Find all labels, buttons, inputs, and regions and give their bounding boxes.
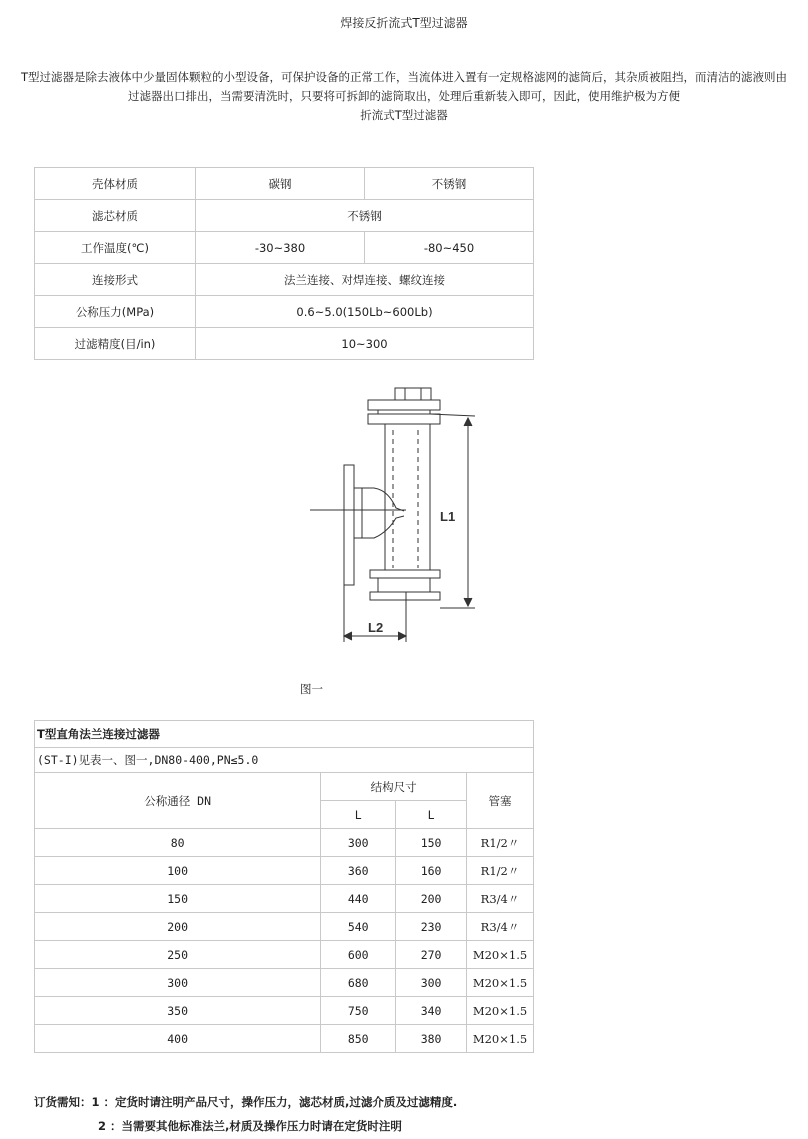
spec-label: 过滤精度(目/in)	[35, 328, 196, 360]
cell-l2: 160	[396, 857, 467, 885]
table-row	[35, 264, 534, 296]
spec-value: -80~450	[365, 232, 534, 264]
table-row	[35, 885, 534, 913]
cell-l2: 150	[396, 829, 467, 857]
header-struct: 结构尺寸	[321, 773, 467, 801]
table-row	[35, 969, 534, 997]
table-row	[35, 200, 534, 232]
header-plug: 管塞	[467, 773, 534, 829]
cell-plug: M20×1.5	[467, 941, 534, 969]
cell-dn: 300	[35, 969, 321, 997]
dimension-rows	[35, 829, 534, 1053]
table-row	[35, 997, 534, 1025]
table-row	[35, 1025, 534, 1053]
cell-l2: 340	[396, 997, 467, 1025]
table-row	[35, 941, 534, 969]
cell-plug: R3/4〃	[467, 913, 534, 941]
table-row	[35, 232, 534, 264]
table-row	[35, 913, 534, 941]
cell-l2: 230	[396, 913, 467, 941]
cell-l1: 750	[321, 997, 396, 1025]
cell-plug: R1/2〃	[467, 857, 534, 885]
cell-l2: 380	[396, 1025, 467, 1053]
spec-label: 公称压力(MPa)	[35, 296, 196, 328]
spec-value: 0.6~5.0(150Lb~600Lb)	[196, 296, 534, 328]
cell-dn: 350	[35, 997, 321, 1025]
intro-line-3: 折流式T型过滤器	[360, 108, 448, 122]
table-row	[35, 857, 534, 885]
intro-line-2: 过滤器出口排出，当需要清洗时，只要将可拆卸的滤筒取出，处理后重新装入即可，因此，使用维护极为方便	[128, 89, 680, 103]
spec-label: 连接形式	[35, 264, 196, 296]
page-title: 焊接反折流式T型过滤器	[340, 16, 468, 30]
cell-plug: M20×1.5	[467, 997, 534, 1025]
spec-value: 碳钢	[196, 168, 365, 200]
table-subtitle-row	[35, 748, 534, 773]
cell-plug: M20×1.5	[467, 969, 534, 997]
figure-caption: 图一	[300, 682, 323, 696]
table-subtitle: (ST-I)见表一、图一,DN80-400,PN≤5.0	[35, 748, 534, 773]
cell-l1: 680	[321, 969, 396, 997]
cell-l1: 600	[321, 941, 396, 969]
table-row	[35, 168, 534, 200]
table-title: T型直角法兰连接过滤器	[35, 721, 534, 748]
dimension-label-l2: L2	[368, 620, 384, 635]
cell-dn: 200	[35, 913, 321, 941]
cell-dn: 250	[35, 941, 321, 969]
note-line-2: 2 ：当需要其他标准法兰,材质及操作压力时请在定货时注明	[98, 1119, 402, 1133]
spec-label: 滤芯材质	[35, 200, 196, 232]
cell-dn: 150	[35, 885, 321, 913]
cell-l2: 200	[396, 885, 467, 913]
spec-value: 不锈钢	[365, 168, 534, 200]
spec-value: -30~380	[196, 232, 365, 264]
table-row	[35, 829, 534, 857]
spec-table	[34, 167, 534, 360]
table-row	[35, 328, 534, 360]
intro-text	[0, 68, 808, 125]
note-line-1: 订货需知：1 ：定货时请注明产品尺寸，操作压力，滤芯材质,过滤介质及过滤精度.	[34, 1095, 458, 1109]
cell-plug: R3/4〃	[467, 885, 534, 913]
cell-plug: M20×1.5	[467, 1025, 534, 1053]
spec-value: 不锈钢	[196, 200, 534, 232]
cell-l2: 300	[396, 969, 467, 997]
cell-l1: 540	[321, 913, 396, 941]
cell-l1: 440	[321, 885, 396, 913]
table-row	[35, 296, 534, 328]
spec-value: 法兰连接、对焊连接、螺纹连接	[196, 264, 534, 296]
table-title-row	[35, 721, 534, 748]
table-header-row	[35, 773, 534, 801]
header-dn: 公称通径 DN	[35, 773, 321, 829]
cell-l1: 300	[321, 829, 396, 857]
cell-l2: 270	[396, 941, 467, 969]
spec-label: 工作温度(℃)	[35, 232, 196, 264]
spec-value: 10~300	[196, 328, 534, 360]
spec-label: 壳体材质	[35, 168, 196, 200]
filter-drawing	[300, 380, 500, 650]
header-l2: L	[396, 801, 467, 829]
intro-line-1: T型过滤器是除去液体中少量固体颗粒的小型设备，可保护设备的正常工作，当流体进入置有一定规格滤网的滤筒后，其杂质被阻挡，而清洁的滤液则由	[20, 70, 788, 84]
cell-l1: 360	[321, 857, 396, 885]
dimension-table	[34, 720, 534, 1053]
header-l1: L	[321, 801, 396, 829]
cell-plug: R1/2〃	[467, 829, 534, 857]
cell-dn: 80	[35, 829, 321, 857]
cell-dn: 100	[35, 857, 321, 885]
dimension-label-l1: L1	[440, 509, 456, 524]
cell-dn: 400	[35, 1025, 321, 1053]
order-notes	[34, 1090, 457, 1138]
cell-l1: 850	[321, 1025, 396, 1053]
